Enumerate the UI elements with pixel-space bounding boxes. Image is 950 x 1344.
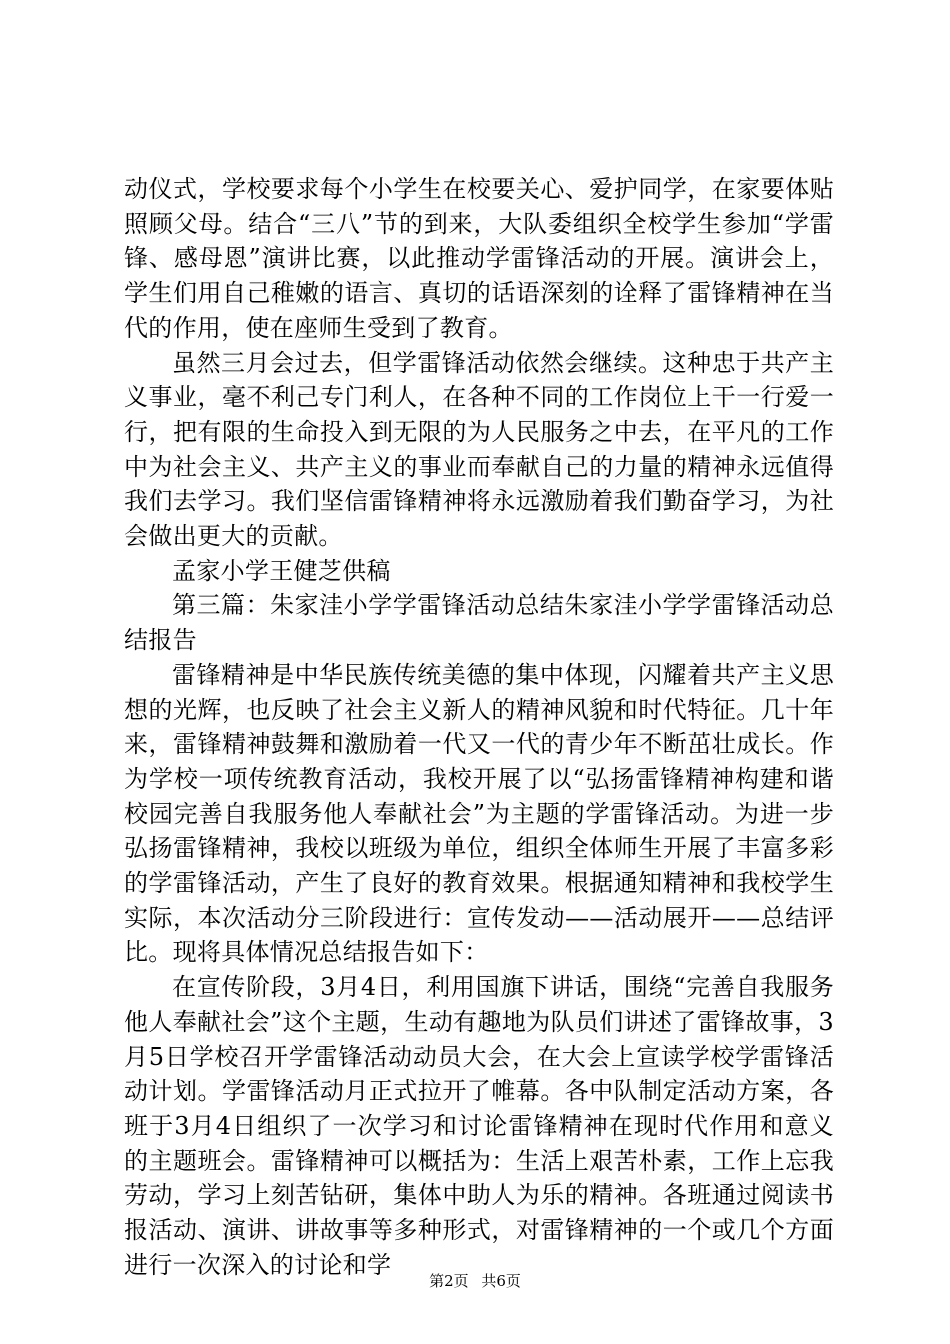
paragraph-4: 第三篇：朱家洼小学学雷锋活动总结朱家洼小学学雷锋活动总结报告 <box>124 591 834 655</box>
page-number: 第2页 <box>429 1272 469 1290</box>
paragraph-6: 在宣传阶段，3月4日，利用国旗下讲话，围绕“完善自我服务他人奉献社会”这个主题，生动有趣地为队员们讲述了雷锋故事，3月5日学校召开学雷锋活动动员大会，在大会上宣读学校学雷锋活动计划。学雷锋活动月正式拉开了帷幕。各中队制定活动方案，各班于3月4日组织了一次学习和讨论雷锋精神在现时代作用和意义的主题班会。雷锋精神可以概括为：生活上艰苦朴素，工作上忘我劳动，学习上刻苦钻研，集体中助人为乐的精神。各班通过阅读书报活动、演讲、讲故事等多种形式，对雷锋精神的一个或几个方面进行一次深入的讨论和学 <box>124 973 834 1279</box>
paragraph-1: 动仪式，学校要求每个小学生在校要关心、爱护同学，在家要体贴照顾父母。结合“三八”节的到来，大队委组织全校学生参加“学雷锋、感母恩”演讲比赛，以此推动学雷锋活动的开展。演讲会上，学生们用自己稚嫩的语言、真切的话语深刻的诠释了雷锋精神在当代的作用，使在座师生受到了教育。 <box>124 175 834 342</box>
page-total: 共6页 <box>481 1272 521 1290</box>
document-body <box>124 172 834 1283</box>
paragraph-2: 虽然三月会过去，但学雷锋活动依然会继续。这种忠于共产主义事业，毫不利己专门利人，在各种不同的工作岗位上干一行爱一行，把有限的生命投入到无限的为人民服务之中去，在平凡的工作中为社会主义、共产主义的事业而奉献自己的力量的精神永远值得我们去学习。我们坚信雷锋精神将永远激励着我们勤奋学习，为社会做出更大的贡献。 <box>124 348 834 551</box>
paragraph-3: 孟家小学王健芝供稿 <box>172 556 391 585</box>
paragraph-5: 雷锋精神是中华民族传统美德的集中体现，闪耀着共产主义思想的光辉，也反映了社会主义新人的精神风貌和时代特征。几十年来，雷锋精神鼓舞和激励着一代又一代的青少年不断茁壮成长。作为学校一项传统教育活动，我校开展了以“弘扬雷锋精神构建和谐校园完善自我服务他人奉献社会”为主题的学雷锋活动。为进一步弘扬雷锋精神，我校以班级为单位，组织全体师生开展了丰富多彩的学雷锋活动，产生了良好的教育效果。根据通知精神和我校学生实际，本次活动分三阶段进行：宣传发动——活动展开——总结评比。现将具体情况总结报告如下： <box>124 660 834 967</box>
page-footer <box>0 1270 950 1291</box>
